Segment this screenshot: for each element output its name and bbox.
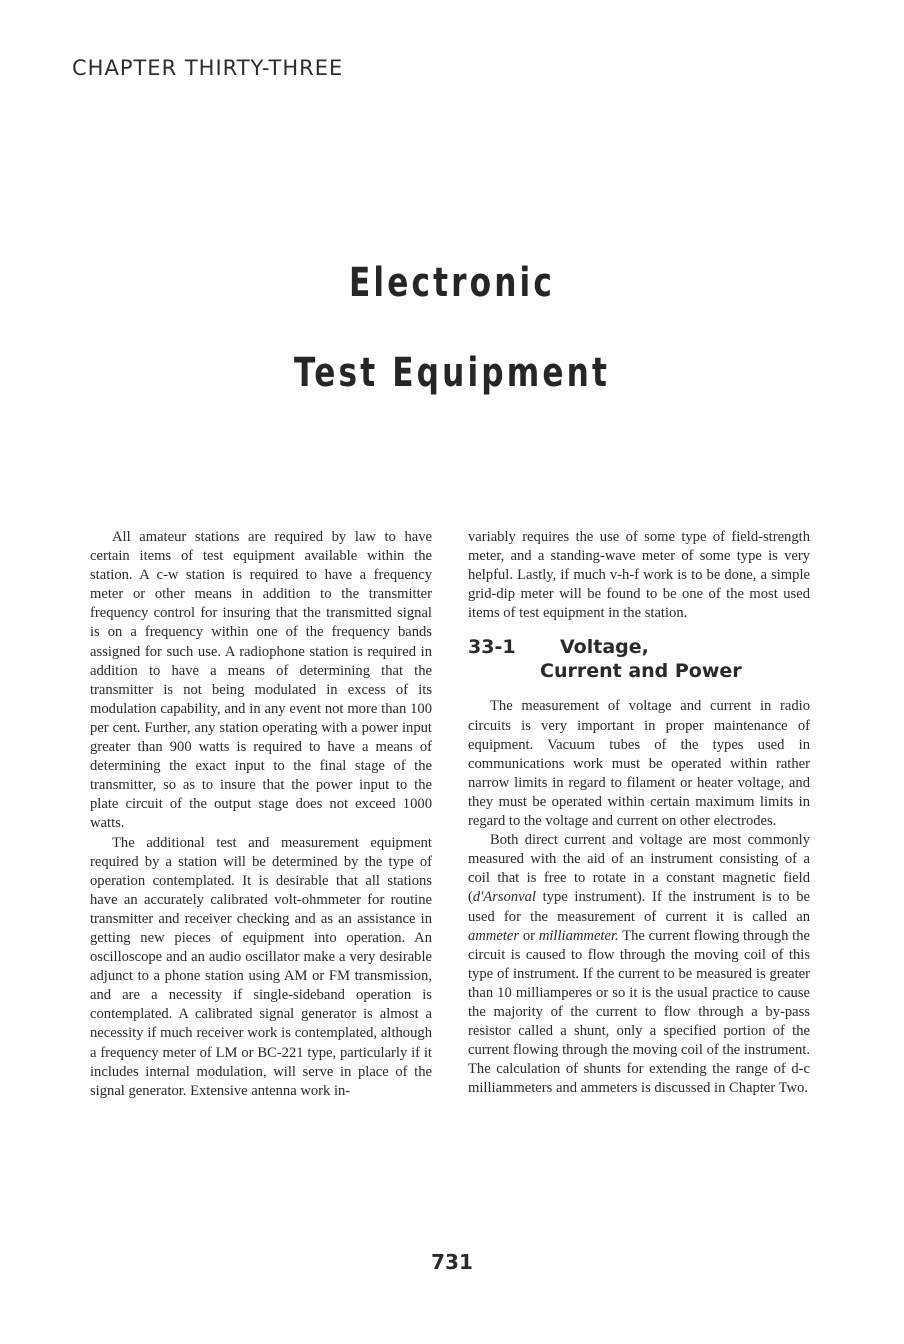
- text-segment: type instrument). If the instrument is to be used for the measurement of current it is called an: [468, 889, 810, 925]
- chapter-title-line-1: Electronic: [348, 260, 555, 306]
- paragraph-dc-measurement: [468, 831, 810, 1098]
- chapter-label: CHAPTER THIRTY-THREE: [72, 56, 344, 80]
- page-number: 731: [431, 1250, 473, 1274]
- term-ammeter: ammeter: [468, 927, 520, 944]
- paragraph-continued: variably requires the use of some type of field-strength meter, and a standing-wave meter of some type is very helpful. Lastly, if much v-h-f work is to be done, a simple grid-dip meter will be found to be one of the most used items of test equipment in the station.: [468, 529, 810, 622]
- section-number: 33-1: [468, 636, 516, 659]
- section-heading: [468, 635, 810, 683]
- term-milliammeter: milliammeter.: [538, 927, 619, 944]
- section-title-line-1: Voltage,: [560, 636, 649, 659]
- paragraph-additional-equipment: The additional test and measurement equipment required by a station will be determined by the type of operation contemplated. It is desirable that all stations have an accurately calibrated volt-ohmmeter for routine transmitter and receiver checking and as an assistance in getting new pieces of equipment into operation. An oscilloscope and an audio oscillator make a very desirable adjunct to a phone station using AM or FM transmission, and are a necessity if single-sideband operation is contemplated. A calibrated signal generator is almost a necessity if much receiver work is contemplated, although a frequency meter of LM or BC-221 type, particularly if it includes internal modulation, will serve in place of the signal generator. Extensive antenna work in-: [90, 834, 432, 1099]
- left-column: [90, 528, 432, 1101]
- chapter-title: [99, 238, 804, 418]
- chapter-title-line-2: Test Equipment: [293, 350, 610, 396]
- paragraph-measurement: The measurement of voltage and current in radio circuits is very important in proper maintenance of equipment. Vacuum tubes of the types used in communications work must be operated within rather narrow limits in regard to filament or heater voltage, and they must be operated within certain maximum limits in regard to the voltage and current on other electrodes.: [468, 698, 810, 830]
- text-segment: The current flowing through the circuit is caused to flow through the moving coil of this type of instrument. If the current to be measured is greater than 10 milliamperes or so it is the usual practice to cause the majority of the current to flow through a by-pass resistor called a shunt, only a specified portion of the current flowing through the moving coil of the instrument. The calculation of shunts for extending the range of d-c milliammeters and ammeters is discussed in Chapter Two.: [468, 927, 810, 1097]
- term-darsonval: d'Arsonval: [472, 889, 536, 906]
- paragraph-intro: All amateur stations are required by law to have certain items of test equipment available within the station. A c-w station is required to have a frequency meter or other means in addition to the transmitter frequency control for insuring that the transmitted signal is on a frequency within one of the frequency bands assigned for such use. A radiophone station is required in addition to have a means of determining that the transmitter is not being modulated in excess of its modulation capability, and in any event not more than 100 per cent. Further, any station operating with a power input greater than 900 watts is required to have a means of determining the exact input to the final stage of the transmitter, so as to insure that the power input to the plate circuit of the output stage does not exceed 1000 watts.: [90, 529, 432, 832]
- section-title-line-2: Current and Power: [540, 660, 742, 683]
- text-segment: or: [519, 927, 539, 944]
- text-segment: Both direct current and voltage are most commonly measured with the aid of an instrument consisting of a coil that is free to rotate in a constant magnetic field (: [468, 832, 810, 906]
- right-column: [468, 528, 810, 1098]
